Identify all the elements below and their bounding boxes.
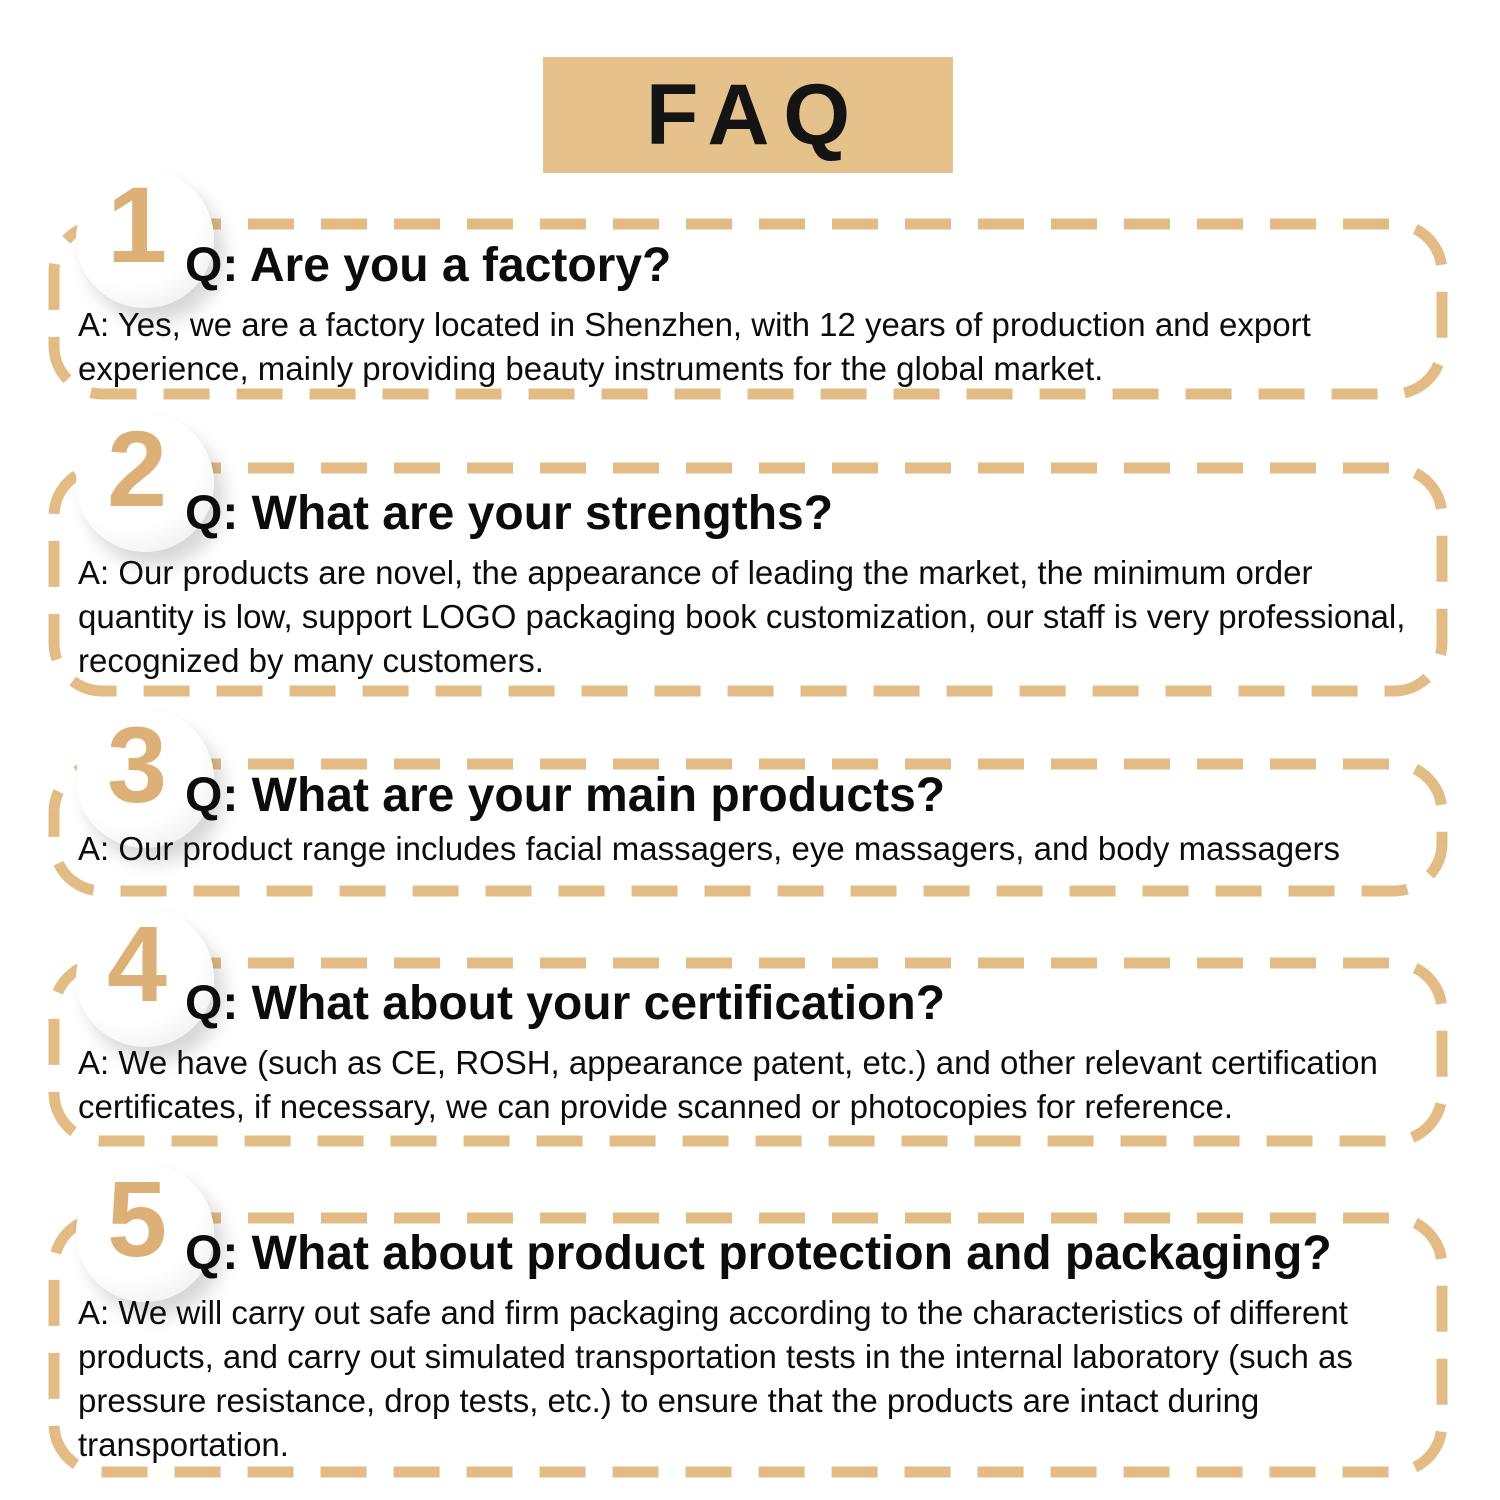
faq-item-4 <box>48 903 1448 1147</box>
question-number: 2 <box>106 408 168 529</box>
qa-content <box>48 1212 1448 1467</box>
qa-content <box>48 957 1448 1129</box>
answer-text: A: We will carry out safe and firm packaging according to the characteristics of different products, and carry out simulated transportation tests in the internal laboratory (such as pressure resistance, drop tests, etc.) to ensure that the products are intact during transportation. <box>78 1294 1353 1463</box>
answer-text: A: Our product range includes facial massagers, eye massagers, and body massagers <box>78 830 1340 868</box>
faq-banner <box>543 57 953 173</box>
qa-content <box>48 218 1448 391</box>
question-text: Q: Are you a factory? <box>185 239 672 292</box>
answer-text: A: Our products are novel, the appearance of leading the market, the minimum order quantity is low, support LOGO packaging book customization, our staff is very professional, recognized by many customers. <box>78 554 1406 679</box>
question-number: 3 <box>106 704 168 825</box>
question-text: Q: What are your strengths? <box>185 487 834 540</box>
faq-item-2 <box>48 408 1448 697</box>
faq-item-3 <box>48 704 1448 897</box>
qa-content <box>48 462 1448 683</box>
question-number: 5 <box>106 1158 168 1279</box>
faq-item-5 <box>48 1158 1448 1478</box>
faq-item-1 <box>48 164 1448 400</box>
answer-text: A: Yes, we are a factory located in Shenzhen, with 12 years of production and export experience, mainly providing beauty instruments for the global market. <box>78 306 1311 388</box>
question-number: 4 <box>106 903 168 1024</box>
question-text: Q: What about your certification? <box>185 977 946 1030</box>
question-text: Q: What about product protection and packaging? <box>185 1227 1332 1280</box>
answer-text: A: We have (such as CE, ROSH, appearance patent, etc.) and other relevant certification certificates, if necessary, we can provide scanned or photocopies for reference. <box>78 1044 1378 1126</box>
question-number: 1 <box>106 164 168 285</box>
qa-content <box>48 758 1448 871</box>
question-text: Q: What are your main products? <box>185 769 946 822</box>
page-title: FAQ <box>645 66 864 163</box>
